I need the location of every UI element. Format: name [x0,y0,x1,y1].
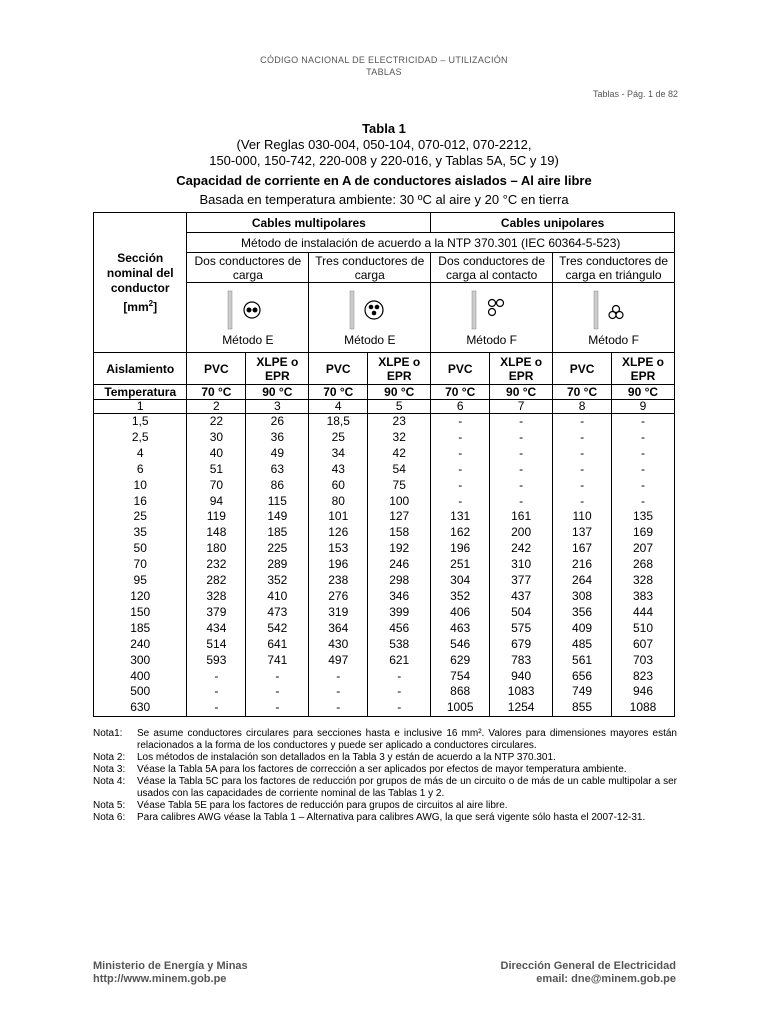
ampacity-value: - [580,461,585,476]
ampacity-value: 741 [267,652,288,667]
note-item [93,752,677,764]
section-value: 4 [136,445,144,460]
ampacity-value: - [275,700,280,715]
column-number: 3 [246,400,309,414]
section-value: 6 [136,461,144,476]
ampacity-column [553,414,612,717]
ampacity-value: 110 [572,509,592,524]
ampacity-value: 148 [206,525,227,540]
ampacity-value: 131 [450,509,471,524]
pvc-header: PVC [187,353,246,385]
ampacity-value: - [519,414,524,428]
ampacity-value: 54 [392,461,406,476]
section-value: 500 [130,684,151,699]
section-value: 300 [130,652,151,667]
footer-direction: Dirección General de Electricidad [500,960,676,972]
column-number: 5 [368,400,431,414]
note-item [93,764,677,776]
section-value: 10 [133,477,147,492]
temp-90: 90 °C [612,385,675,400]
ampacity-value: 18,5 [326,414,350,428]
ampacity-value: 444 [632,604,654,619]
ampacity-value: 510 [632,620,654,635]
header-title: CÓDIGO NACIONAL DE ELECTRICIDAD – UTILIZACIÓN [260,55,508,65]
ampacity-value: - [458,429,463,444]
ampacity-value: - [519,429,524,444]
section-header: Sección nominal del conductor $[mm^2]$ [94,213,187,353]
ampacity-value: 86 [270,477,284,492]
ampacity-value: 94 [209,493,224,508]
xlpe-header: XLPE o EPR [368,353,431,385]
section-value: 185 [130,620,151,635]
ampacity-value: - [275,668,280,683]
ampacity-value: 575 [511,620,532,635]
column-number: 6 [431,400,490,414]
ampacity-value: 49 [270,445,284,460]
method-cell [553,283,675,353]
method-label: Método E [344,333,396,347]
ampacity-column [246,414,309,717]
ampacity-value: 137 [572,525,593,540]
ampacity-value: 383 [632,588,654,603]
ampacity-value: - [214,700,219,715]
group-header: Dos conductores de carga [187,253,309,283]
ampacity-value: 25 [331,429,345,444]
ampacity-value: 196 [450,541,471,556]
table-refs-line2: 150-000, 150-742, 220-008 y 220-016, y Tablas 5A, 5C y 19) [209,153,559,168]
ampacity-value: 75 [392,477,406,492]
unipolar-header: Cables unipolares [431,213,675,233]
ampacity-value: 703 [632,652,654,667]
note-item [93,812,677,824]
ampacity-value: - [519,461,524,476]
ampacity-value: - [336,668,341,683]
section-value: 2,5 [131,429,149,444]
group-header: Tres conductores de carga en triángulo [553,253,675,283]
ampacity-value: 23 [392,414,406,428]
column-number: 7 [490,400,553,414]
ampacity-value: 180 [206,541,227,556]
ampacity-value: - [580,493,585,508]
ampacity-value: 30 [209,429,224,444]
section-value: 16 [133,493,147,508]
ampacity-value: 40 [209,445,224,460]
ampacity-value: 409 [572,620,593,635]
footer-url: http://www.minem.gob.pe [93,973,227,985]
ampacity-value: 22 [209,414,224,428]
ampacity-value: 268 [632,557,654,572]
column-number: 1 [94,400,187,414]
ampacity-value: 855 [572,700,593,715]
ampacity-column [368,414,431,717]
ampacity-value: 304 [450,573,471,588]
ampacity-value: - [458,477,463,492]
ampacity-value: 406 [450,604,471,619]
page-number: Tablas - Pág. 1 de 82 [592,89,678,99]
method-note: Método de instalación de acuerdo a la NTP 370.301 (IEC 60364-5-523) [187,233,675,253]
ampacity-value: 542 [267,620,288,635]
ampacity-value: - [641,493,645,508]
ampacity-value: 749 [572,684,593,699]
ampacity-value: 1083 [507,684,535,699]
ampacity-value: 310 [511,557,532,572]
section-value: 25 [133,509,147,524]
ampacity-value: 308 [572,588,593,603]
table-title: Tabla 1 [362,121,406,136]
ampacity-value: 319 [328,604,349,619]
ampacity-value: 169 [632,525,654,540]
ampacity-value: 328 [632,573,654,588]
section-column [94,414,187,717]
column-number: 9 [612,400,675,414]
pvc-header: PVC [431,353,490,385]
note-key: Nota 2: [93,752,126,763]
ampacity-value: 80 [331,493,345,508]
footer-email: email: dne@minem.gob.pe [536,973,676,985]
ampacity-value: 754 [450,668,471,683]
section-value: 630 [130,700,151,715]
ampacity-value: 276 [328,588,349,603]
three-core-cable-icon [340,287,400,331]
section-value: 50 [133,541,147,556]
ampacity-value: 641 [267,636,288,651]
note-key: Nota 6: [93,812,126,823]
ampacity-value: 868 [450,684,471,699]
temp-70: 70 °C [553,385,612,400]
ampacity-table [93,212,675,717]
ampacity-value: 352 [450,588,471,603]
ampacity-value: 167 [572,541,593,556]
method-cell [431,283,553,353]
section-value: 150 [130,604,151,619]
temperature-label: Temperatura [94,385,187,400]
section-value: 1,5 [131,414,149,428]
method-cell [309,283,431,353]
ampacity-value: 1254 [507,700,535,715]
ampacity-column [612,414,675,717]
ampacity-value: 430 [328,636,349,651]
ampacity-value: 629 [450,652,471,667]
ampacity-value: 328 [206,588,227,603]
pvc-header: PVC [553,353,612,385]
note-text: Se asume conductores circulares para secciones hasta e inclusive 16 mm². Valores para dimensiones mayores están relacionados a la forma de los conductores y puede ser aplicado a conductores circulares. [137,728,677,751]
ampacity-value: - [641,429,645,444]
two-single-cables-icon [462,287,522,331]
ampacity-value: 434 [206,620,227,635]
footer-right [501,960,676,986]
table-refs-line1: (Ver Reglas 030-004, 050-104, 070-012, 070-2212, [236,137,532,152]
ampacity-value: - [580,414,585,428]
notes-section [93,728,677,824]
table-subtitle: Capacidad de corriente en A de conductores aislados – Al aire libre [176,173,592,188]
ampacity-value: 946 [632,684,654,699]
method-cell [187,283,309,353]
ampacity-value: 561 [572,652,593,667]
ampacity-value: 485 [572,636,593,651]
ampacity-value: - [458,461,463,476]
ampacity-value: - [519,477,524,492]
ampacity-value: 36 [270,429,284,444]
ampacity-value: 196 [328,557,349,572]
ampacity-value: 1005 [446,700,474,715]
ampacity-value: 546 [450,636,471,651]
section-value: 70 [133,557,147,572]
ampacity-value: 356 [572,604,593,619]
section-value: 400 [130,668,151,683]
ampacity-value: 264 [572,573,593,588]
ampacity-value: 161 [511,509,532,524]
ampacity-value: - [641,461,645,476]
ampacity-value: - [580,477,585,492]
note-text: Véase Tabla 5E para los factores de reducción para grupos de circuitos al aire libre. [137,800,508,811]
ampacity-value: 463 [450,620,471,635]
ampacity-value: 473 [267,604,288,619]
note-key: Nota 3: [93,764,126,775]
ampacity-value: 940 [511,668,532,683]
ampacity-value: - [580,445,585,460]
ampacity-value: 593 [206,652,227,667]
ampacity-value: 504 [511,604,532,619]
column-number: 4 [309,400,368,414]
ampacity-value: 352 [267,573,288,588]
ampacity-value: 153 [328,541,349,556]
ampacity-column [431,414,490,717]
note-item [93,728,677,752]
ampacity-value: 246 [389,557,410,572]
ampacity-column [490,414,553,717]
ampacity-value: 538 [389,636,410,651]
multipolar-header: Cables multipolares [187,213,431,233]
ampacity-value: 251 [450,557,471,572]
ampacity-value: 456 [389,620,410,635]
ampacity-value: 410 [267,588,288,603]
ampacity-value: 399 [389,604,410,619]
method-label: Método F [466,333,518,347]
ampacity-value: 621 [389,652,410,667]
ampacity-value: 126 [328,525,349,540]
note-text: Véase la Tabla 5A para los factores de corrección a ser aplicados por efectos de mayor temperatura ambiente. [137,764,627,775]
ampacity-value: 364 [328,620,349,635]
ampacity-value: 185 [267,525,288,540]
ampacity-value: 282 [206,573,227,588]
footer-left [93,960,248,986]
ampacity-value: 242 [511,541,532,556]
ampacity-value: 60 [331,477,345,492]
note-item [93,776,677,800]
ampacity-value: 225 [267,541,288,556]
ampacity-value: 783 [511,652,532,667]
ampacity-value: 207 [632,541,654,556]
column-number: 2 [187,400,246,414]
ampacity-value: - [336,700,341,715]
temp-70: 70 °C [187,385,246,400]
ampacity-value: - [397,668,402,683]
ampacity-value: - [641,414,645,428]
ampacity-value: 679 [511,636,532,651]
ampacity-value: - [458,445,463,460]
ampacity-value: 346 [389,588,410,603]
note-text: Véase la Tabla 5C para los factores de reducción por grupos de más de un circuito o de más de un cable multipolar a ser usados con las capacidades de corriente nominal de las Tablas 1 y 2. [137,776,677,799]
ampacity-value: 149 [267,509,288,524]
method-label: Método E [222,333,274,347]
ampacity-value: 51 [209,461,224,476]
ampacity-value: 379 [206,604,227,619]
section-value: 35 [133,525,147,540]
ampacity-value: 34 [331,445,345,460]
ampacity-value: 43 [331,461,345,476]
ampacity-value: 32 [392,429,406,444]
section-value: 95 [133,573,147,588]
temp-90: 90 °C [368,385,431,400]
ampacity-value: 158 [389,525,410,540]
footer-ministry: Ministerio de Energía y Minas [93,960,248,972]
ampacity-value: 135 [632,509,654,524]
temp-90: 90 °C [490,385,553,400]
ampacity-value: 70 [209,477,224,492]
ampacity-value: 200 [511,525,532,540]
ampacity-value: 289 [267,557,288,572]
ampacity-value: 238 [328,573,349,588]
trefoil-cables-icon [584,287,644,331]
insulation-label: Aislamiento [94,353,187,385]
note-item [93,800,677,812]
ampacity-value: 1088 [629,700,657,715]
ampacity-value: 119 [206,509,226,524]
xlpe-header: XLPE o EPR [612,353,675,385]
ampacity-value: 514 [206,636,227,651]
ampacity-value: 26 [270,414,284,428]
ampacity-value: - [580,429,585,444]
ampacity-value: 100 [389,493,410,508]
ampacity-value: - [641,477,645,492]
ampacity-value: 192 [389,541,410,556]
column-number: 8 [553,400,612,414]
title-block [0,121,768,208]
ampacity-value: - [336,684,341,699]
two-core-cable-icon [218,287,278,331]
note-key: Nota 5: [93,800,126,811]
note-key: Nota 4: [93,776,126,787]
ampacity-value: - [519,445,524,460]
ampacity-value: 232 [206,557,227,572]
ampacity-value: 656 [572,668,593,683]
ampacity-value: - [641,445,645,460]
ampacity-value: - [397,700,402,715]
table-basis: Basada en temperatura ambiente: 30 ºC al aire y 20 °C en tierra [199,192,569,207]
ampacity-value: 298 [389,573,410,588]
ampacity-value: 437 [511,588,532,603]
note-key: Nota1: [93,728,123,739]
ampacity-value: - [214,668,219,683]
header-subtitle: TABLAS [366,67,402,77]
group-header: Dos conductores de carga al contacto [431,253,553,283]
temp-70: 70 °C [309,385,368,400]
ampacity-value: 42 [392,445,406,460]
group-header: Tres conductores de carga [309,253,431,283]
temp-90: 90 °C [246,385,309,400]
pvc-header: PVC [309,353,368,385]
ampacity-value: - [397,684,402,699]
xlpe-header: XLPE o EPR [246,353,309,385]
temp-70: 70 °C [431,385,490,400]
note-text: Los métodos de instalación son detallados en la Tabla 3 y están de acuerdo a la NTP 370.301. [137,752,556,763]
ampacity-value: 115 [267,493,287,508]
ampacity-value: - [458,493,463,508]
ampacity-value: - [519,493,524,508]
ampacity-value: 497 [328,652,349,667]
ampacity-value: 101 [328,509,349,524]
section-value: 120 [130,588,151,603]
ampacity-column [187,414,246,717]
ampacity-value: 823 [632,668,654,683]
section-value: 240 [130,636,151,651]
ampacity-value: - [214,684,219,699]
ampacity-value: 162 [450,525,471,540]
note-text: Para calibres AWG véase la Tabla 1 – Alternativa para calibres AWG, la que será vigente sólo hasta el 2007-12-31. [137,812,646,823]
ampacity-value: 607 [632,636,654,651]
ampacity-value: - [275,684,280,699]
ampacity-value: 216 [572,557,593,572]
ampacity-value: 377 [511,573,532,588]
method-label: Método F [588,333,639,347]
ampacity-value: 127 [389,509,410,524]
ampacity-value: - [458,414,463,428]
xlpe-header: XLPE o EPR [490,353,553,385]
ampacity-column [309,414,368,717]
ampacity-value: 63 [270,461,284,476]
